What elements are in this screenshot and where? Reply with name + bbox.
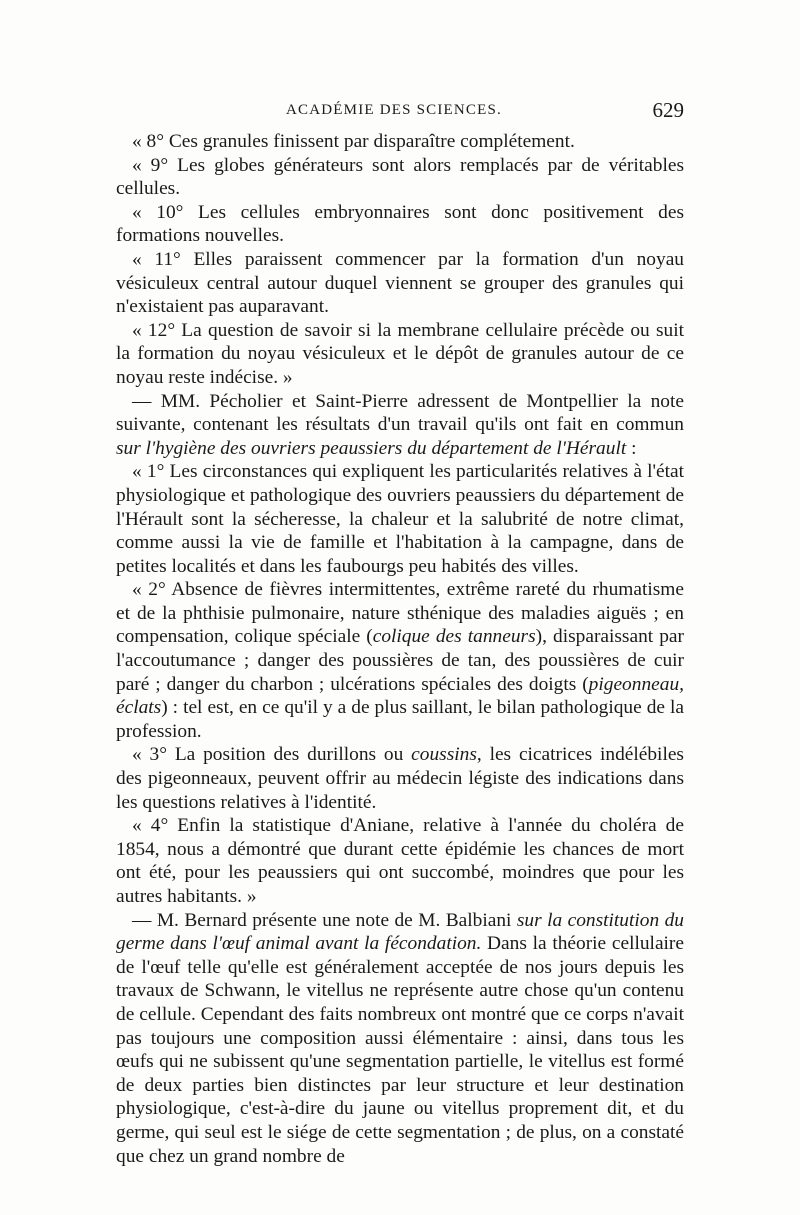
text-run: ), disparaissant par l'accoutumance ; danger des poussières de tan, des poussières de cuir paré ; danger du charbon ; ulcérations spéciales des doigts ( [116, 626, 684, 695]
paragraph-item-10: « 10° Les cellules embryonnaires sont donc positivement des formations nouvelles. [116, 201, 684, 247]
italic-term: colique des tanneurs [372, 626, 536, 648]
paragraph-item-9: « 9° Les globes générateurs sont alors remplacés par de véritables cellules. [116, 154, 684, 200]
text-run: « 2° Absence de fièvres intermittentes, extrême rareté du rhumatisme et de la phthisie pulmonaire, nature sthénique des maladies aiguës ; en compensation, colique spéciale ( [116, 579, 684, 648]
text-run: — M. Bernard présente une note de M. Balbiani [132, 909, 517, 931]
page-number: 629 [652, 98, 684, 122]
text-run: : [626, 437, 637, 459]
note-title: sur la constitution du germe dans l'œuf animal avant la fécondation. [116, 909, 684, 955]
text-run: , les cicatrices indélébiles des pigeonneaux, peuvent offrir au médecin légiste des indications dans les questions relatives à l'identité. [116, 744, 684, 813]
text-run: ) : tel est, en ce qu'il y a de plus saillant, le bilan pathologique de la profession. [116, 697, 684, 742]
paragraph-item-1: « 1° Les circonstances qui expliquent les particularités relatives à l'état physiologique et pathologique des ouvriers peaussiers du département de l'Hérault sont la sécheresse, la chaleur et la salubrité de notre climat, comme aussi la vie de famille et l'habitation à la campagne, dans de petites localités et dans les faubourgs peu habités des villes. [116, 461, 684, 577]
paragraph-item-8: « 8° Ces granules finissent par disparaître complétement. [132, 131, 575, 152]
paragraph-item-3 [116, 743, 684, 814]
text-run: Dans la théorie cellulaire de l'œuf telle qu'elle est généralement acceptée de nos jours depuis les travaux de Schwann, le vitellus ne représente autre chose qu'un contenu de cellule. Cependant des faits nombreux ont montré que ce corps n'avait pas toujours une composition aussi élémentaire : ainsi, dans tous les œufs qui ne subissent qu'une segmentation partielle, le vitellus est formé de deux parties bien distinctes par leur structure et leur destination physiologique, c'est-à-dire du jaune ou vitellus proprement dit, et du germe, qui seul est le siége de cette segmentation ; de plus, on a constaté que chez un grand nombre de [116, 933, 684, 1167]
running-head: ACADÉMIE DES SCIENCES. [286, 102, 502, 118]
paragraph-item-4: « 4° Enfin la statistique d'Aniane, relative à l'année du choléra de 1854, nous a démontré que durant cette épidémie les chances de mort ont été, pour les peaussiers qui ont succombé, moindres que pour les autres habitants. » [116, 815, 684, 907]
paragraph-bernard-note [116, 909, 684, 1169]
paragraph-pecholier-note [116, 390, 684, 461]
page-header [116, 98, 686, 128]
paragraph-item-12: « 12° La question de savoir si la membrane cellulaire précède ou suit la formation du noyau vésiculeux et le dépôt de granules autour de ce noyau reste indécise. » [116, 319, 684, 388]
text-run: « 3° La position des durillons ou [132, 744, 412, 766]
text-run: — MM. Pécholier et Saint-Pierre adressent de Montpellier la note suivante, contenant les résultats d'un travail qu'ils ont fait en commun [116, 390, 684, 436]
body-text [116, 130, 684, 1168]
italic-term: pigeonneau, éclats [116, 673, 684, 719]
note-title: sur l'hygiène des ouvriers peaussiers du département de l'Hérault [116, 437, 627, 459]
italic-term: coussins [411, 744, 477, 766]
paragraph-item-2 [116, 578, 684, 743]
paragraph-item-11: « 11° Elles paraissent commencer par la formation d'un noyau vésiculeux central autour duquel viennent se grouper des granules qui n'existaient pas auparavant. [116, 248, 684, 318]
